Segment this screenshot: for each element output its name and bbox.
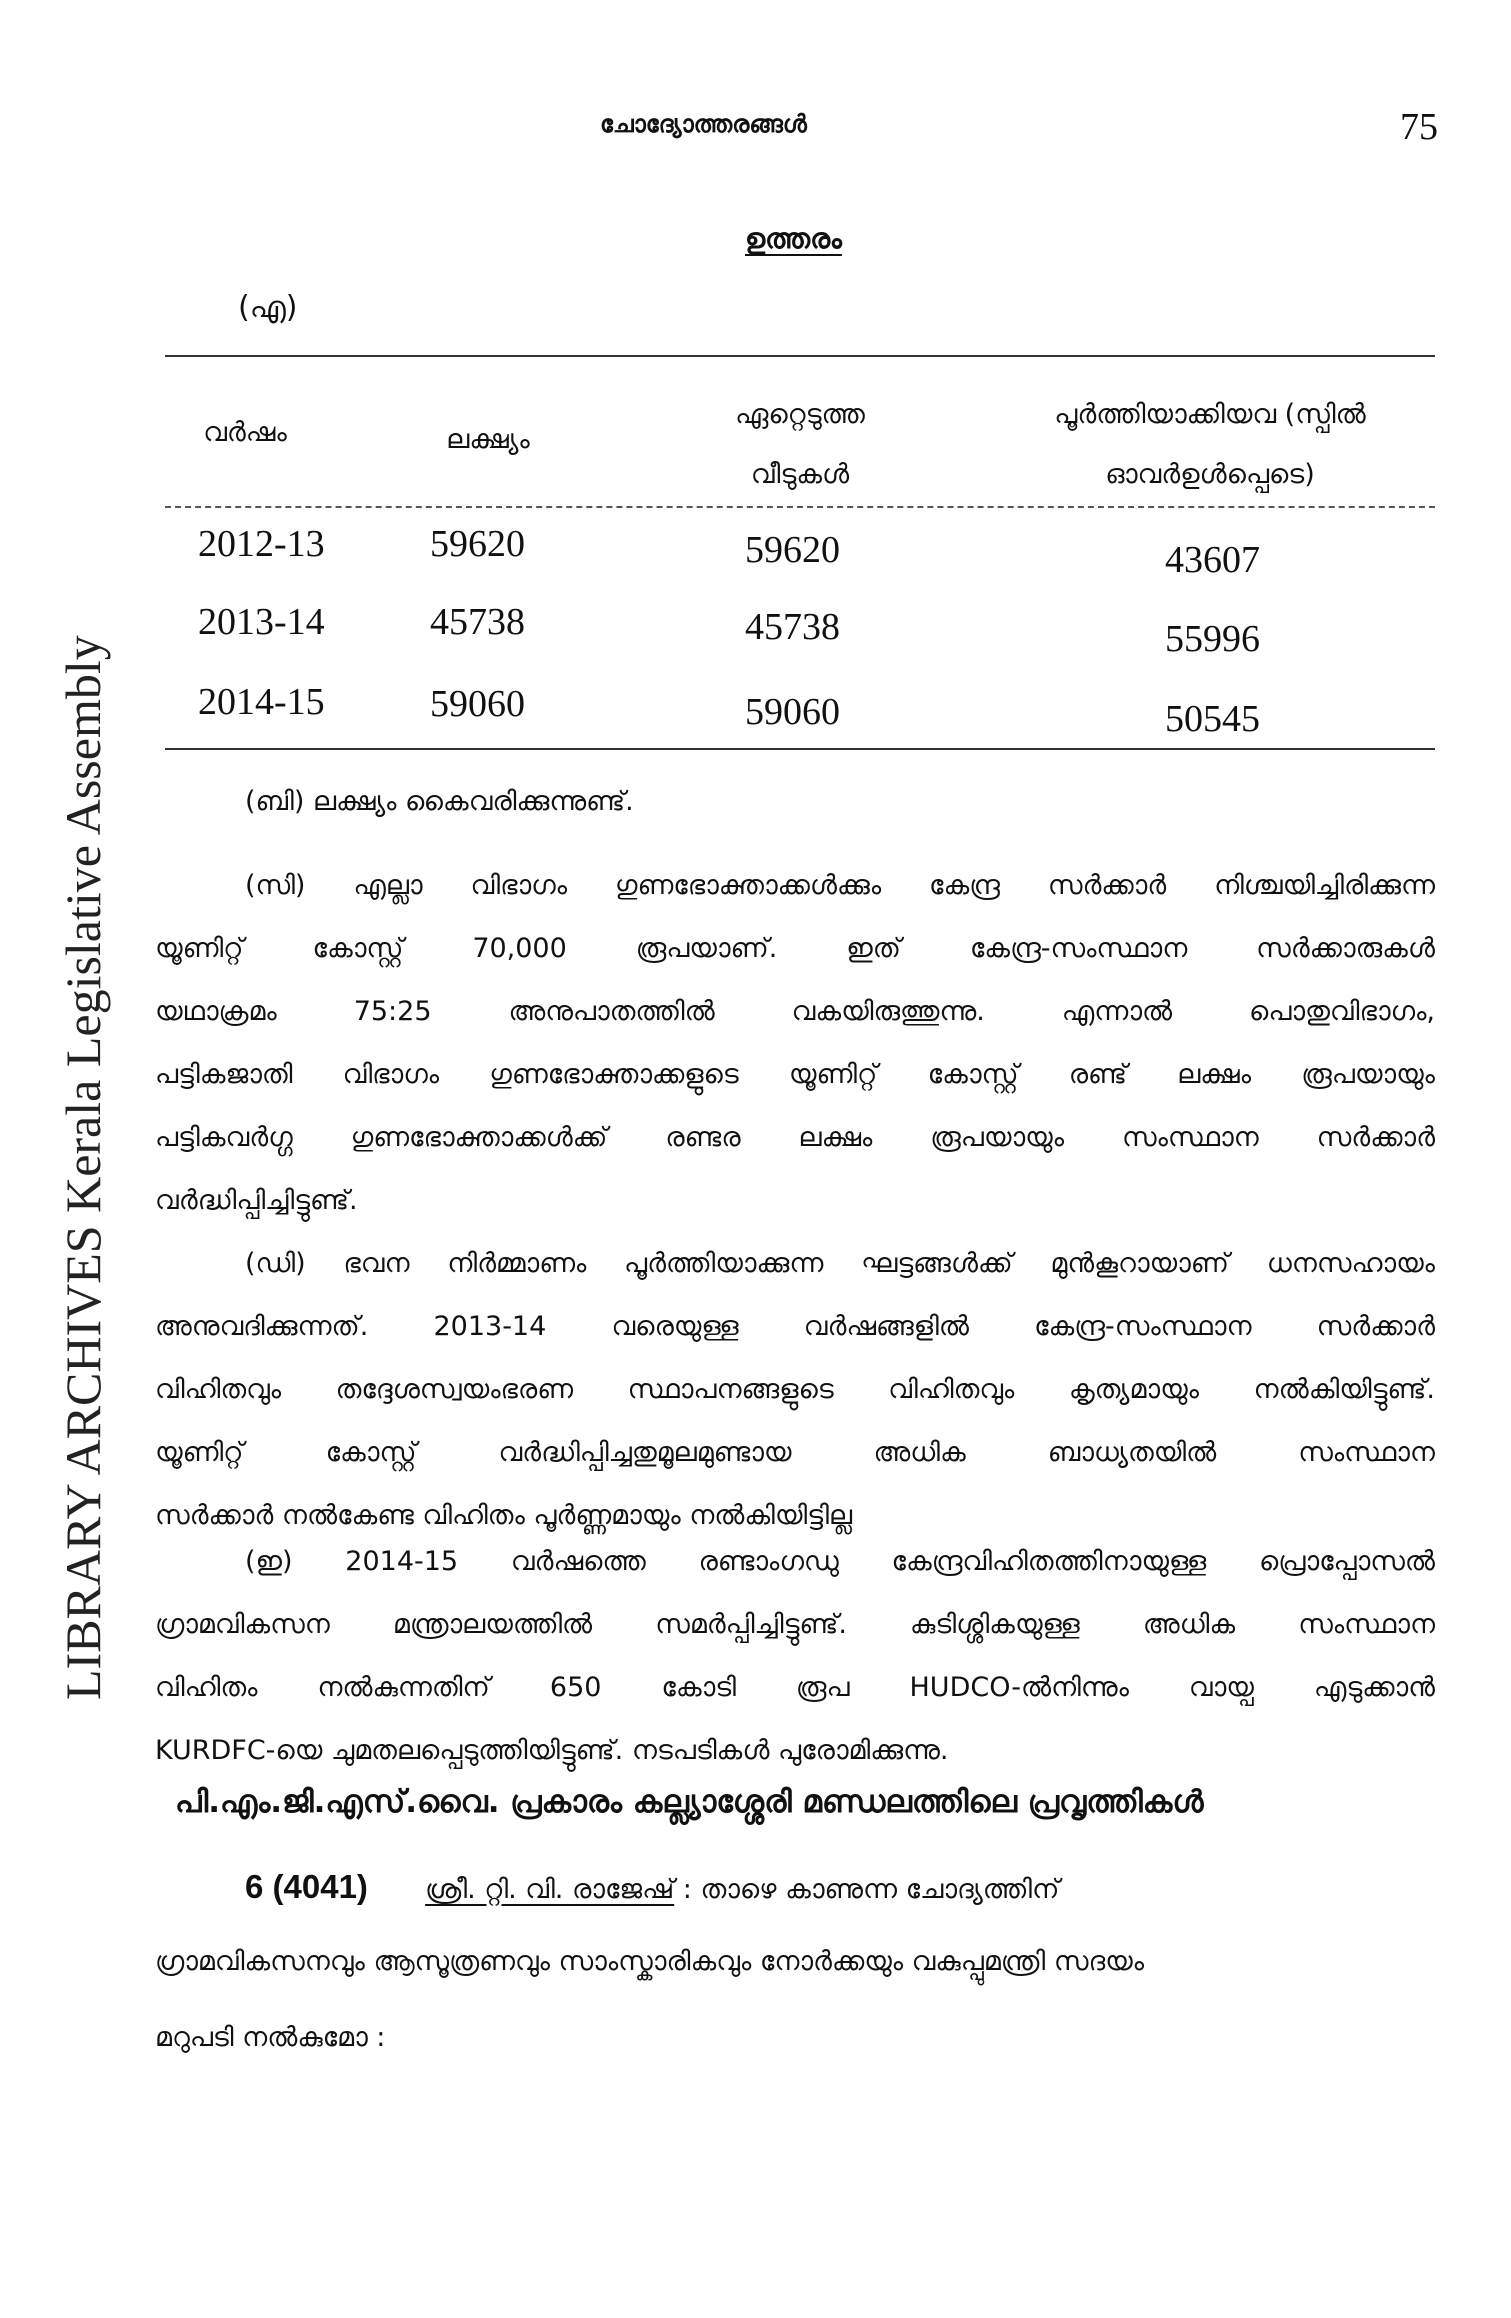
header-taken-line1: ഏറ്റെടുത്ത <box>735 399 865 430</box>
text-line: യൂണിറ്റ് കോസ്റ്റ് 70,000 രൂപയാണ്. ഇത് കേന്ദ്ര-സംസ്ഥാന സർക്കാരുകൾ <box>155 933 1435 964</box>
question-line-1 <box>245 1868 1435 1906</box>
text-line: വർദ്ധിപ്പിച്ചിട്ടുണ്ട്. <box>155 1185 358 1216</box>
part-a-label: (എ) <box>238 290 298 325</box>
cell-taken: 59620 <box>745 529 840 571</box>
text-line: യഥാക്രമം 75:25 അനുപാതത്തിൽ വകയിരുത്തുന്നു. എന്നാൽ പൊതുവിഭാഗം, <box>155 996 1435 1027</box>
table-bottom-rule <box>165 748 1435 750</box>
paragraph-c <box>155 854 1435 1232</box>
header-completed-line1: പൂർത്തിയാക്കിയവ (സ്പിൽ <box>1054 399 1366 430</box>
cell-completed: 43607 <box>1165 539 1260 581</box>
text-line: (സി) എല്ലാ വിഭാഗം ഗുണഭോക്താക്കൾക്കും കേന്ദ്ര സർക്കാർ നിശ്ചയിച്ചിരിക്കുന്ന <box>245 870 1435 901</box>
header-year: വർഷം <box>203 417 287 448</box>
text-line: സർക്കാർ നൽകേണ്ട വിഹിതം പൂർണ്ണമായും നൽകിയിട്ടില്ല <box>155 1500 853 1531</box>
cell-year: 2013-14 <box>198 601 325 643</box>
cell-taken: 45738 <box>745 606 840 648</box>
archive-watermark: LIBRARY ARCHIVES Kerala Legislative Assembly <box>55 635 111 1700</box>
header-taken-line2: വീടുകൾ <box>750 459 850 490</box>
cell-target: 59060 <box>430 683 525 725</box>
question-line-2: ഗ്രാമവികസനവും ആസൂത്രണവും സാംസ്കാരികവും നോർക്കയും വകുപ്പുമന്ത്രി സദയം <box>155 1946 1145 1977</box>
question-line-1-rest: : താഴെ കാണുന്ന ചോദ്യത്തിന് <box>682 1874 1060 1905</box>
text-line: വിഹിതം നൽകുന്നതിന് 650 കോടി രൂപ HUDCO-ൽനിന്നും വായ്പ എടുക്കാൻ <box>155 1672 1435 1703</box>
cell-target: 45738 <box>430 601 525 643</box>
text-line: യൂണിറ്റ് കോസ്റ്റ് വർദ്ധിപ്പിച്ചതുമൂലമുണ്ടായ അധിക ബാധ്യതയിൽ സംസ്ഥാന <box>155 1437 1435 1468</box>
table-header-rule <box>165 506 1435 508</box>
section-title: പി.എം.ജി.എസ്.വൈ. പ്രകാരം കല്ല്യാശ്ശേരി മണ്ഡലത്തിലെ പ്രവൃത്തികൾ <box>175 1784 1204 1820</box>
cell-target: 59620 <box>430 523 525 565</box>
cell-completed: 55996 <box>1165 618 1260 660</box>
text-line: പട്ടികജാതി വിഭാഗം ഗുണഭോക്താക്കളുടെ യൂണിറ്റ് കോസ്റ്റ് രണ്ട് ലക്ഷം രൂപയായും <box>155 1059 1435 1090</box>
cell-year: 2014-15 <box>198 681 325 723</box>
member-name: ശ്രീ. റ്റി. വി. രാജേഷ് <box>425 1874 675 1905</box>
text-line: KURDFC-യെ ചുമതലപ്പെടുത്തിയിട്ടുണ്ട്. നടപടികൾ പുരോമിക്കുന്നു. <box>155 1735 949 1766</box>
text-line: അനുവദിക്കുന്നത്. 2013-14 വരെയുള്ള വർഷങ്ങളിൽ കേന്ദ്ര-സംസ്ഥാന സർക്കാർ <box>155 1311 1435 1342</box>
cell-year: 2012-13 <box>198 523 325 565</box>
page-number: 75 <box>1400 106 1438 148</box>
text-line: (ഇ) 2014-15 വർഷത്തെ രണ്ടാംഗഡു കേന്ദ്രവിഹിതത്തിനായുള്ള പ്രൊപ്പോസൽ <box>245 1546 1435 1577</box>
text-line: പട്ടികവർഗ്ഗ ഗുണഭോക്താക്കൾക്ക് രണ്ടര ലക്ഷം രൂപയായും സംസ്ഥാന സർക്കാർ <box>155 1122 1435 1153</box>
cell-taken: 59060 <box>745 691 840 733</box>
question-number: 6 (4041) <box>245 1868 368 1905</box>
text-line: ഗ്രാമവികസന മന്ത്രാലയത്തിൽ സമർപ്പിച്ചിട്ടുണ്ട്. കുടിശ്ശികയുള്ള അധിക സംസ്ഥാന <box>155 1609 1435 1640</box>
cell-completed: 50545 <box>1165 698 1260 740</box>
header-target: ലക്ഷ്യം <box>446 424 530 455</box>
paragraph-d <box>155 1232 1435 1547</box>
text-line: (ബി) ലക്ഷ്യം കൈവരിക്കുന്നുണ്ട്. <box>245 786 634 817</box>
paragraph-e <box>155 1530 1435 1782</box>
header-completed-line2: ഓവർഉൾപ്പെടെ) <box>1105 459 1315 490</box>
text-line: (ഡി) ഭവന നിർമ്മാണം പൂർത്തിയാക്കുന്ന ഘട്ടങ്ങൾക്ക് മുൻകൂറായാണ് ധനസഹായം <box>245 1248 1435 1279</box>
running-title: ചോദ്യോത്തരങ്ങൾ <box>600 110 807 138</box>
answer-heading: ഉത്തരം <box>745 222 842 255</box>
text-line: വിഹിതവും തദ്ദേശസ്വയംഭരണ സ്ഥാപനങ്ങളുടെ വിഹിതവും കൃത്യമായും നൽകിയിട്ടുണ്ട്. <box>155 1374 1435 1405</box>
paragraph-b <box>155 770 1435 833</box>
question-line-3: മറുപടി നൽകുമോ : <box>155 2022 386 2053</box>
table-top-rule <box>165 355 1435 357</box>
